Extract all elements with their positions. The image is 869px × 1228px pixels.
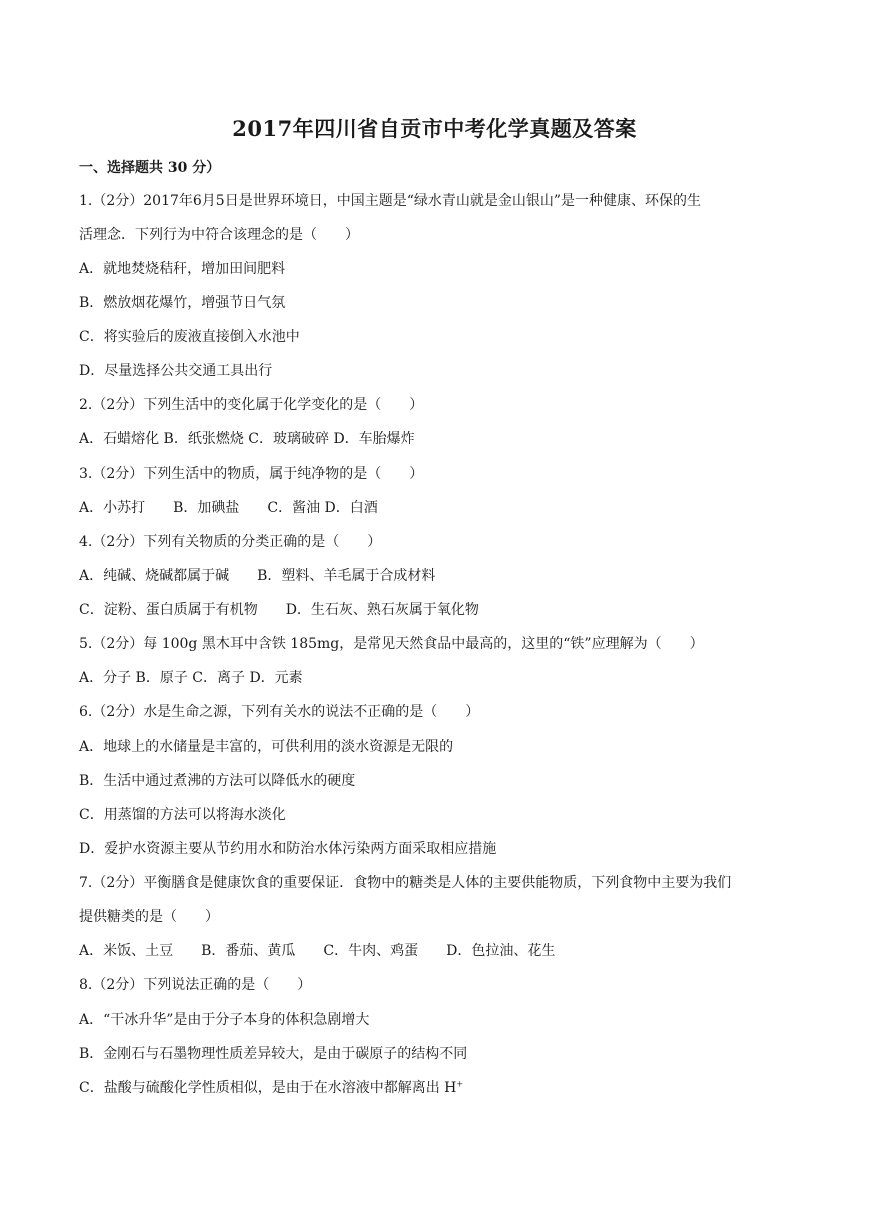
question-6-option-b: B．生活中通过煮沸的方法可以降低水的硬度	[79, 773, 356, 789]
question-2-stem: 2.（2分）下列生活中的变化属于化学变化的是（ ）	[79, 397, 424, 413]
question-6-stem: 6.（2分）水是生命之源，下列有关水的说法不正确的是（ ）	[79, 704, 480, 720]
question-8-option-c-text: C．盐酸与硫酸化学性质相似，是由于在水溶液中都解离出 H	[79, 1080, 457, 1096]
question-5-stem: 5.（2分）每 100g 黑木耳中含铁 185mg，是常见天然食品中最高的，这里的“铁”应理解为（ ）	[79, 636, 704, 652]
question-8-option-b: B．金刚石与石墨物理性质差异较大，是由于碳原子的结构不同	[79, 1046, 468, 1062]
question-6-option-d: D．爱护水资源主要从节约用水和防治水体污染两方面采取相应措施	[79, 841, 497, 857]
question-6-option-a: A．地球上的水储量是丰富的，可供利用的淡水资源是无限的	[79, 739, 454, 755]
question-7-stem-cont: 提供糖类的是（ ）	[79, 909, 219, 925]
question-8-stem: 8.（2分）下列说法正确的是（ ）	[79, 977, 312, 993]
question-6-option-c: C．用蒸馏的方法可以将海水淡化	[79, 807, 286, 823]
question-1-stem: 1.（2分）2017年6月5日是世界环境日，中国主题是“绿水青山就是金山银山”是一种健康、环保的生	[79, 193, 702, 209]
hydrogen-ion-superscript: +	[456, 1079, 464, 1089]
question-4-options-cd: C．淀粉、蛋白质属于有机物 D．生石灰、熟石灰属于氧化物	[79, 602, 479, 618]
question-8-option-c	[79, 1077, 463, 1099]
question-1-option-d: D．尽量选择公共交通工具出行	[79, 363, 273, 379]
question-8-option-a: A．“干冰升华”是由于分子本身的体积急剧增大	[79, 1012, 370, 1028]
question-2-options: A．石蜡熔化 B．纸张燃烧 C．玻璃破碎 D．车胎爆炸	[79, 431, 415, 447]
question-5-options: A．分子 B．原子 C．离子 D．元素	[79, 670, 303, 686]
question-7-stem: 7.（2分）平衡膳食是健康饮食的重要保证．食物中的糖类是人体的主要供能物质，下列食物中主要为我们	[79, 875, 732, 891]
document-title: 2017年四川省自贡市中考化学真题及答案	[232, 116, 637, 141]
question-1-stem-cont: 活理念．下列行为中符合该理念的是（ ）	[79, 227, 359, 243]
section-heading: 一、选择题共 30 分）	[79, 160, 221, 176]
question-4-stem: 4.（2分）下列有关物质的分类正确的是（ ）	[79, 534, 382, 550]
question-1-option-a: A．就地焚烧秸秆，增加田间肥料	[79, 261, 286, 277]
question-4-options-ab: A．纯碱、烧碱都属于碱 B．塑料、羊毛属于合成材料	[79, 568, 436, 584]
question-1-option-c: C．将实验后的废液直接倒入水池中	[79, 329, 300, 345]
question-3-options: A．小苏打 B．加碘盐 C．酱油 D．白酒	[79, 500, 378, 516]
question-3-stem: 3.（2分）下列生活中的物质，属于纯净物的是（ ）	[79, 466, 424, 482]
question-7-options: A．米饭、土豆 B．番茄、黄瓜 C．牛肉、鸡蛋 D．色拉油、花生	[79, 943, 556, 959]
question-1-option-b: B．燃放烟花爆竹，增强节日气氛	[79, 295, 286, 311]
